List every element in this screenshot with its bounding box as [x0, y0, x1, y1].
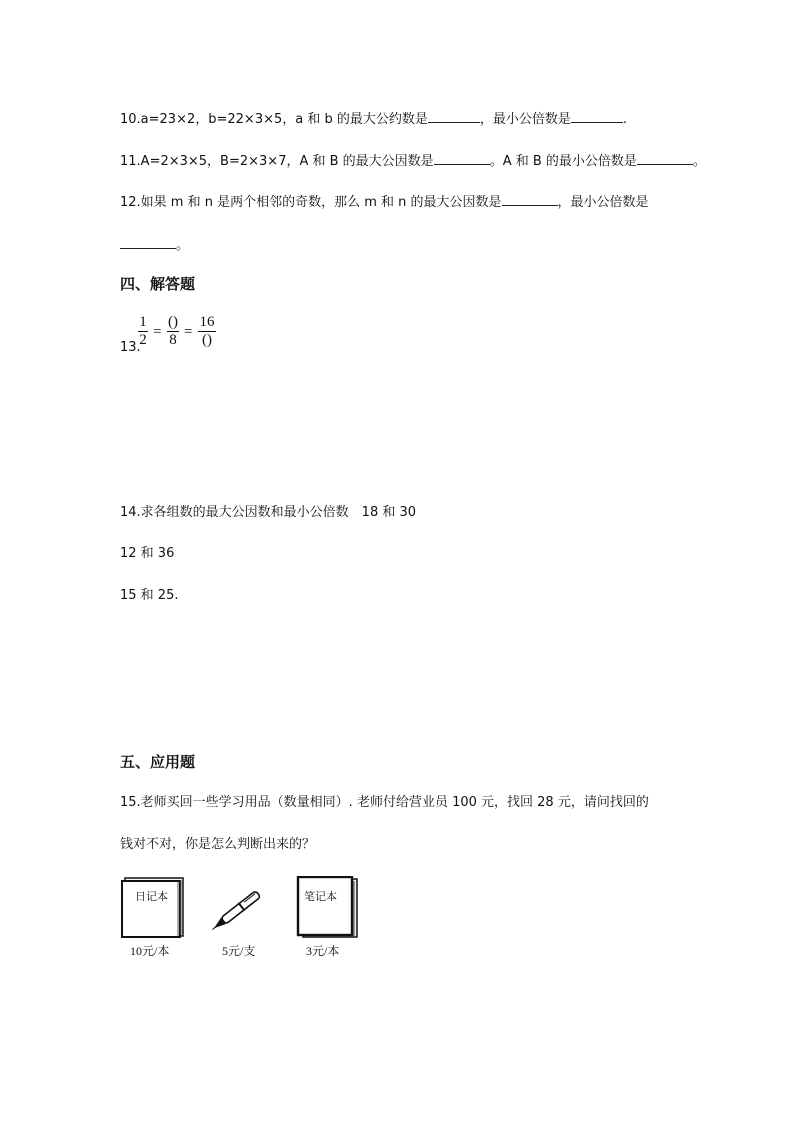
q10-text: 10.a=23×2，b=22×3×5，a 和 b 的最大公约数是: [120, 112, 428, 127]
equals-sign: =: [153, 324, 162, 340]
q10-blank-1[interactable]: [428, 110, 480, 123]
q11-text: 11.A=2×3×5，B=2×3×7，A 和 B 的最大公因数是: [120, 154, 434, 169]
section-heading-applications: 五、应用题: [120, 753, 196, 771]
q12-blank-2[interactable]: [120, 236, 176, 249]
question-10: [120, 110, 627, 128]
notebook-icon: [296, 876, 362, 938]
question-14-line-2: 12 和 36: [120, 546, 175, 561]
q10-end: .: [622, 112, 628, 127]
item-diary: [118, 876, 188, 960]
q11-mid: 。A 和 B 的最小公倍数是: [489, 154, 637, 169]
q12-text: 12.如果 m 和 n 是两个相邻的奇数，那么 m 和 n 的最大公因数是: [120, 195, 502, 210]
fraction-denominator: 8: [169, 332, 177, 348]
q12-mid: ，最小公倍数是: [557, 195, 649, 210]
question-14-line-3: 15 和 25.: [120, 588, 179, 603]
fraction-one-half: [137, 314, 149, 349]
question-13: [120, 312, 230, 358]
question-11: [120, 152, 706, 170]
item-diary-title: 日记本: [135, 891, 168, 903]
fraction-denominator: 2: [139, 332, 147, 348]
q11-end: 。: [692, 154, 706, 169]
q11-blank-2[interactable]: [637, 152, 693, 165]
fraction-16-over-blank: [197, 314, 217, 349]
fraction-numerator: 1: [139, 314, 147, 330]
item-pen: [204, 876, 274, 960]
section-heading-answers: 四、解答题: [120, 275, 196, 293]
equals-sign: =: [184, 324, 193, 340]
item-notebook-title: 笔记本: [304, 891, 337, 903]
fraction-blank-over-8: [166, 314, 180, 349]
question-12-cont: [120, 236, 189, 254]
q11-blank-1[interactable]: [434, 152, 490, 165]
item-notebook-price: 3元/本: [306, 944, 340, 958]
stationery-items: [118, 876, 368, 960]
fraction-numerator: 16: [199, 314, 215, 330]
question-14-line-1: 14.求各组数的最大公因数和最小公倍数 18 和 30: [120, 505, 417, 520]
fountain-pen-icon: [204, 880, 274, 942]
question-12: [120, 193, 649, 211]
item-diary-price: 10元/本: [130, 944, 170, 958]
fraction-numerator-blank[interactable]: (): [168, 314, 178, 330]
diary-icon: [120, 876, 186, 938]
q13-label: 13.: [120, 340, 141, 355]
item-pen-price: 5元/支: [222, 944, 256, 958]
q12-blank-1[interactable]: [502, 193, 558, 206]
item-notebook: [294, 876, 364, 960]
q10-mid: ，最小公倍数是: [479, 112, 571, 127]
fraction-denominator-blank[interactable]: (): [202, 332, 212, 348]
question-15-line-2: 钱对不对，你是怎么判断出来的？: [120, 837, 316, 852]
q12-end: 。: [176, 238, 190, 253]
question-15-line-1: 15.老师买回一些学习用品（数量相同）. 老师付给营业员 100 元，找回 28 元，请问找回的: [120, 795, 649, 810]
q10-blank-2[interactable]: [571, 110, 623, 123]
